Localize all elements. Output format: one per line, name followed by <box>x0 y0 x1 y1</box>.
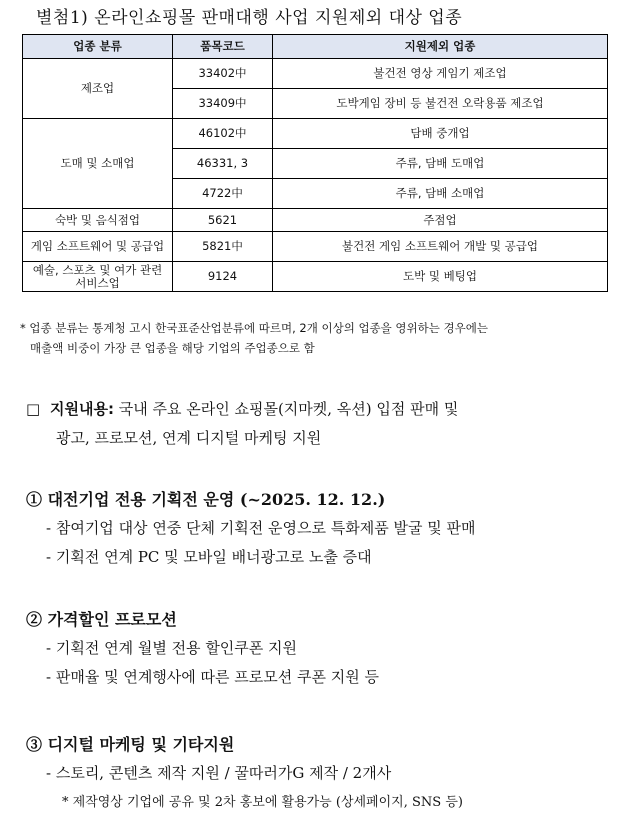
table-header-row <box>23 35 608 59</box>
industry-cell: 불건전 게임 소프트웨어 개발 및 공급업 <box>273 232 608 262</box>
table-row <box>23 232 608 262</box>
category-cell: 게임 소프트웨어 및 공급업 <box>23 232 173 262</box>
list-item: - 기획전 연계 PC 및 모바일 배너광고로 노출 증대 <box>46 548 372 566</box>
section-title: ③ 디지털 마케팅 및 기타지원 <box>26 735 235 754</box>
category-cell: 숙박 및 음식점업 <box>23 209 173 232</box>
checkbox-bullet-icon: □ <box>26 400 41 418</box>
industry-cell: 불건전 영상 게임기 제조업 <box>273 59 608 89</box>
section-1 <box>26 485 476 572</box>
intro-text: 국내 주요 온라인 쇼핑몰(지마켓, 옥션) 입점 판매 및 <box>113 400 459 418</box>
code-cell: 46331, 3 <box>173 149 273 179</box>
page-title: 별첨1) 온라인쇼핑몰 판매대행 사업 지원제외 대상 업종 <box>36 8 463 28</box>
sub-note: * 제작영상 기업에 공유 및 2차 홍보에 활용가능 (상세페이지, SNS 등) <box>62 795 463 810</box>
section-title: ② 가격할인 프로모션 <box>26 610 177 629</box>
code-cell: 5821中 <box>173 232 273 262</box>
industry-cell: 도박게임 장비 등 불건전 오락용품 제조업 <box>273 89 608 119</box>
code-cell: 4722中 <box>173 179 273 209</box>
section-title: ① 대전기업 전용 기획전 운영 (~2025. 12. 12.) <box>26 490 386 509</box>
section-3 <box>26 730 463 817</box>
header-industry: 지원제외 업종 <box>273 35 608 59</box>
code-cell: 33402中 <box>173 59 273 89</box>
code-cell: 5621 <box>173 209 273 232</box>
industry-cell: 담배 중개업 <box>273 119 608 149</box>
table-row <box>23 262 608 292</box>
header-code: 품목코드 <box>173 35 273 59</box>
table-footnote <box>20 318 620 358</box>
support-content-intro <box>26 395 611 453</box>
section-2 <box>26 605 379 692</box>
list-item: - 기획전 연계 월별 전용 할인쿠폰 지원 <box>46 639 298 657</box>
industry-cell: 주류, 담배 도매업 <box>273 149 608 179</box>
table-row <box>23 209 608 232</box>
category-cell: 예술, 스포츠 및 여가 관련 서비스업 <box>23 262 173 292</box>
industry-cell: 도박 및 베팅업 <box>273 262 608 292</box>
category-cell: 도매 및 소매업 <box>23 119 173 209</box>
intro-lead: 지원내용: <box>50 400 114 418</box>
category-cell: 제조업 <box>23 59 173 119</box>
code-cell: 33409中 <box>173 89 273 119</box>
footnote-line: * 업종 분류는 통계청 고시 한국표준산업분류에 따르며, 2개 이상의 업종을 영위하는 경우에는 <box>20 321 488 335</box>
list-item: - 참여기업 대상 연중 단체 기획전 운영으로 특화제품 발굴 및 판매 <box>46 519 476 537</box>
excluded-industry-table <box>22 34 608 292</box>
table-row <box>23 59 608 89</box>
industry-cell: 주점업 <box>273 209 608 232</box>
header-category: 업종 분류 <box>23 35 173 59</box>
code-cell: 46102中 <box>173 119 273 149</box>
code-cell: 9124 <box>173 262 273 292</box>
list-item: - 판매율 및 연계행사에 따른 프로모션 쿠폰 지원 등 <box>46 668 380 686</box>
footnote-line: 매출액 비중이 가장 큰 업종을 해당 기업의 주업종으로 함 <box>30 341 315 355</box>
intro-text-continued: 광고, 프로모션, 연계 디지털 마케팅 지원 <box>56 429 322 447</box>
table-row <box>23 119 608 149</box>
list-item: - 스토리, 콘텐츠 제작 지원 / 꿀따러가G 제작 / 2개사 <box>46 764 392 782</box>
industry-cell: 주류, 담배 소매업 <box>273 179 608 209</box>
